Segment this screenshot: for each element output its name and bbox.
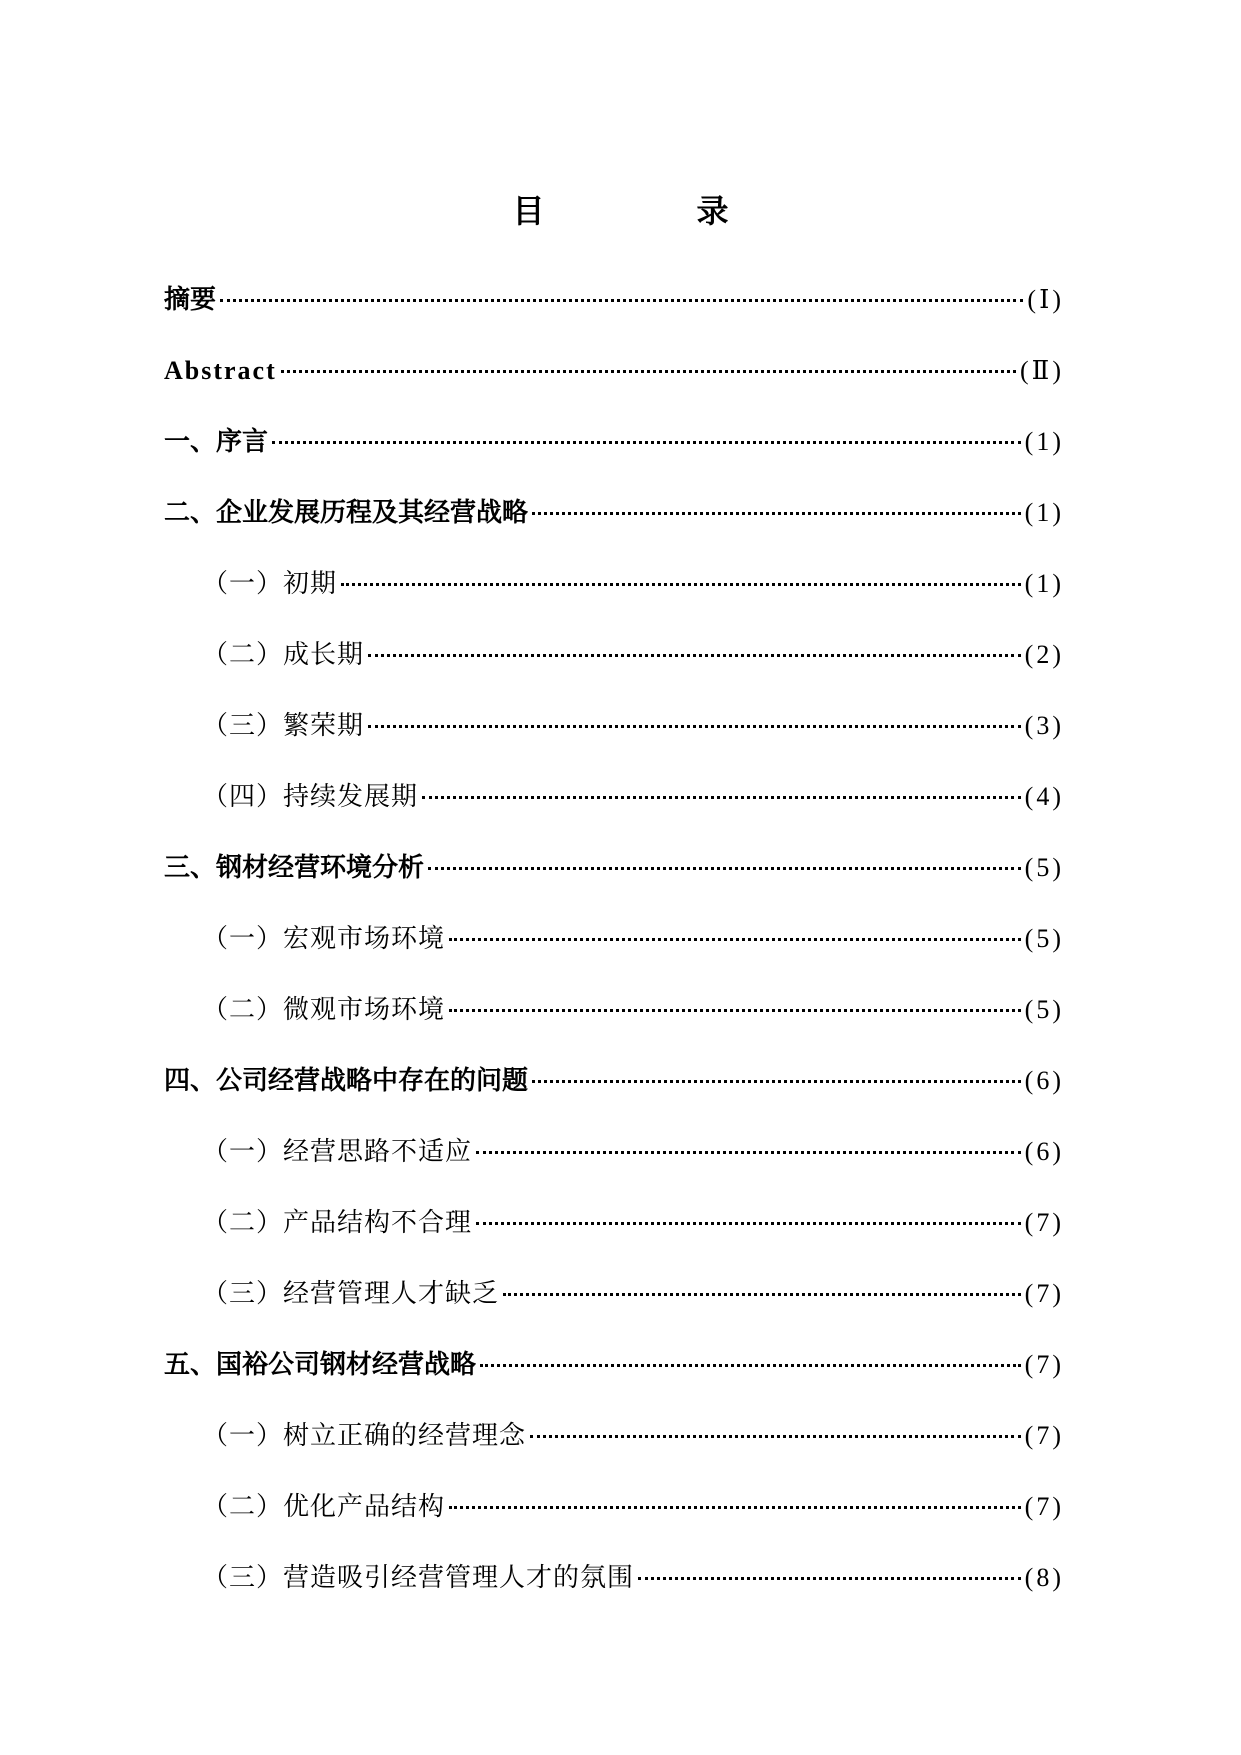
toc-entry-page: (2): [1024, 640, 1064, 669]
dot-leader: [480, 1364, 1021, 1367]
toc-entry-text: 三、钢材经营环境分析: [164, 853, 425, 883]
toc-entry-text: （四）持续发展期: [202, 782, 419, 812]
toc-entry-page: (7): [1024, 1279, 1064, 1308]
toc-entry[interactable]: [164, 1203, 1064, 1274]
toc-entry-page: (6): [1024, 1137, 1064, 1166]
dot-leader: [476, 1222, 1021, 1225]
toc-entry-page: (7): [1024, 1350, 1064, 1379]
toc-entry-page: (7): [1024, 1492, 1064, 1521]
toc-entry[interactable]: [164, 848, 1064, 919]
toc-entry-text: （二）优化产品结构: [202, 1492, 446, 1522]
toc-entry-page: (7): [1024, 1208, 1064, 1237]
toc-entry[interactable]: [164, 919, 1064, 990]
toc-entry-page: (Ⅰ): [1027, 285, 1064, 314]
dot-leader: [532, 512, 1021, 515]
toc-entry-page: (1): [1024, 498, 1064, 527]
dot-leader: [530, 1435, 1021, 1438]
toc-entry-text: （三）经营管理人才缺乏: [202, 1279, 500, 1309]
toc-entry[interactable]: [164, 422, 1064, 493]
dot-leader: [368, 725, 1021, 728]
dot-leader: [281, 370, 1016, 373]
toc-entry[interactable]: [164, 1061, 1064, 1132]
toc-entry-page: (8): [1024, 1563, 1064, 1592]
toc-title: 目 录: [512, 192, 789, 230]
toc-entry[interactable]: [164, 1487, 1064, 1558]
dot-leader: [341, 583, 1021, 586]
toc-entry-page: (4): [1024, 782, 1064, 811]
toc-entry[interactable]: [164, 280, 1064, 351]
toc-entry-page: (7): [1024, 1421, 1064, 1450]
toc-entry-text: （一）初期: [202, 569, 338, 599]
dot-leader: [220, 299, 1023, 302]
dot-leader: [449, 1009, 1021, 1012]
toc-entry[interactable]: [164, 777, 1064, 848]
toc-entry[interactable]: [164, 493, 1064, 564]
toc-entry-page: (5): [1024, 853, 1064, 882]
dot-leader: [272, 441, 1021, 444]
toc-entry-text: （一）宏观市场环境: [202, 924, 446, 954]
toc-entry-page: (5): [1024, 924, 1064, 953]
dot-leader: [368, 654, 1021, 657]
dot-leader: [449, 938, 1021, 941]
toc-entry[interactable]: [164, 706, 1064, 777]
dot-leader: [476, 1151, 1021, 1154]
dot-leader: [638, 1577, 1021, 1580]
toc-entry-page: (1): [1024, 427, 1064, 456]
toc-entry-page: (5): [1024, 995, 1064, 1024]
toc-entry-text: Abstract: [164, 356, 277, 385]
toc-entry[interactable]: [164, 564, 1064, 635]
toc-entry-text: （二）成长期: [202, 640, 365, 670]
toc-entry[interactable]: [164, 1274, 1064, 1345]
toc-entry-page: (3): [1024, 711, 1064, 740]
toc-entry-text: 五、国裕公司钢材经营战略: [164, 1350, 477, 1380]
toc-entry-text: 四、公司经营战略中存在的问题: [164, 1066, 529, 1096]
toc-entry-text: （三）营造吸引经营管理人才的氛围: [202, 1563, 635, 1593]
toc-entry-page: (1): [1024, 569, 1064, 598]
toc-entry-text: （二）微观市场环境: [202, 995, 446, 1025]
toc-entry-text: （一）经营思路不适应: [202, 1137, 473, 1167]
toc-entry[interactable]: [164, 1132, 1064, 1203]
toc-entry-page: (6): [1024, 1066, 1064, 1095]
toc-entry-text: （三）繁荣期: [202, 711, 365, 741]
toc-entry-text: （一）树立正确的经营理念: [202, 1421, 527, 1451]
toc-entry[interactable]: [164, 1558, 1064, 1629]
toc-entry[interactable]: [164, 990, 1064, 1061]
toc-entry-page: (Ⅱ): [1020, 356, 1064, 385]
toc-list: [164, 280, 1064, 1629]
toc-entry-text: 二、企业发展历程及其经营战略: [164, 498, 529, 528]
toc-entry[interactable]: [164, 635, 1064, 706]
toc-entry[interactable]: [164, 351, 1064, 422]
toc-entry[interactable]: [164, 1416, 1064, 1487]
dot-leader: [503, 1293, 1021, 1296]
toc-entry-text: 摘要: [164, 285, 217, 315]
dot-leader: [428, 867, 1021, 870]
toc-entry-text: 一、序言: [164, 427, 269, 457]
toc-entry[interactable]: [164, 1345, 1064, 1416]
toc-entry-text: （二）产品结构不合理: [202, 1208, 473, 1238]
dot-leader: [449, 1506, 1021, 1509]
dot-leader: [532, 1080, 1021, 1083]
dot-leader: [422, 796, 1021, 799]
